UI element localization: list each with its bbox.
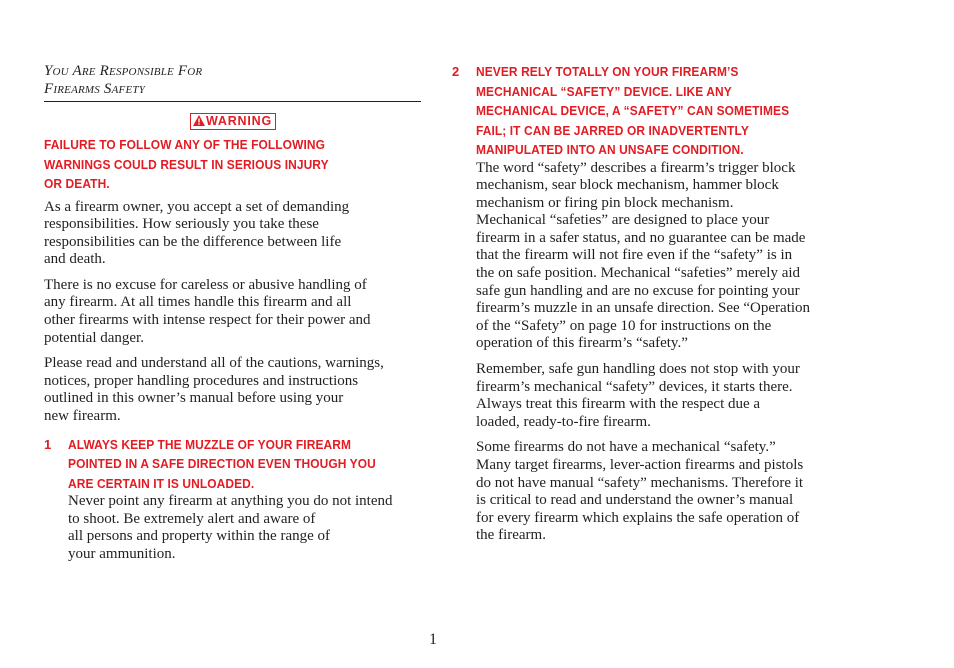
text-line: notices, proper handling procedures and instructions (44, 372, 359, 389)
rule-title-line: MANIPULATED INTO AN UNSAFE CONDITION. (476, 142, 744, 157)
text-line: Please read and understand all of the cautions, warnings, (44, 355, 384, 372)
text-line: firearm’s muzzle in an unsafe direction. See “Operation (476, 300, 811, 317)
text-line: The word “safety” describes a firearm’s trigger block (476, 159, 796, 176)
text-line: firearm’s mechanical “safety” devices, it starts there. (476, 378, 793, 395)
heading-line-2: Firearms Safety (44, 81, 146, 97)
right-column (452, 62, 832, 545)
text-line: operation of this firearm’s “safety.” (476, 335, 688, 352)
rule-number: 1 (44, 436, 52, 452)
text-line: Many target firearms, lever-action firearms and pistols (476, 457, 804, 473)
text-line: Mechanical “safeties” are designed to place your (476, 212, 770, 229)
text-line: potential danger. (44, 329, 144, 346)
page-number: 1 (429, 631, 437, 648)
text-line: There is no excuse for careless or abusive handling of (44, 276, 367, 293)
text-line: all persons and property within the range of (68, 528, 331, 545)
text-line: mechanism or firing pin block mechanism. (476, 194, 734, 211)
text-line: the on safe position. Mechanical “safeties” merely aid (476, 265, 801, 282)
rule-item-1 (44, 435, 422, 564)
warning-line: OR DEATH. (44, 176, 110, 191)
rule-body (68, 493, 422, 563)
warning-statement (44, 135, 412, 194)
left-column (44, 62, 422, 564)
rule-item-2 (452, 62, 832, 545)
text-line: do not have manual “safety” mechanisms. Therefore it (476, 474, 804, 491)
rule-title-line: FAIL; IT CAN BE JARRED OR INADVERTENTLY (476, 122, 749, 138)
text-line: is critical to read and understand the owner’s manual (476, 492, 794, 509)
text-line: new firearm. (44, 408, 121, 425)
text-line: Some firearms do not have a mechanical “safety.” (476, 439, 776, 456)
text-line: outlined in this owner’s manual before using your (44, 390, 344, 407)
safety-paragraph-2 (476, 361, 832, 431)
text-line: Never point any firearm at anything you do not intend (68, 493, 393, 510)
text-line: any firearm. At all times handle this firearm and all (44, 294, 352, 311)
rule-title-line: NEVER RELY TOTALLY ON YOUR FIREARM’S (476, 64, 739, 79)
rule-body (476, 160, 832, 354)
text-line: firearm in a safer status, and no guarantee can be made (476, 229, 806, 246)
text-line: loaded, ready-to-fire firearm. (476, 413, 651, 430)
text-line: and death. (44, 251, 106, 268)
intro-paragraph-2 (44, 277, 422, 347)
warning-label-row (44, 112, 422, 130)
warning-label: WARNING (205, 114, 272, 128)
section-heading (44, 62, 421, 102)
rule-title-line: MECHANICAL “SAFETY” DEVICE. LIKE ANY (476, 83, 732, 99)
text-line: mechanism, sear block mechanism, hammer block (476, 177, 779, 194)
heading-line-1: You Are Responsible For (44, 63, 203, 79)
text-line: responsibilities can be the difference between life (44, 233, 342, 250)
intro-paragraph-1 (44, 199, 422, 269)
rule-title (476, 62, 844, 160)
rule-number: 2 (452, 64, 460, 79)
text-line: of the “Safety” on page 10 for instructions on the (476, 317, 772, 334)
text-line: safe gun handling and are no excuse for pointing your (476, 282, 800, 299)
warning-triangle-icon (193, 115, 205, 129)
text-line: for every firearm which explains the safe operation of (476, 509, 800, 526)
warning-badge (190, 113, 276, 130)
rule-title-line: ARE CERTAIN IT IS UNLOADED. (68, 475, 255, 491)
text-line: As a firearm owner, you accept a set of demanding (44, 198, 350, 215)
text-line: to shoot. Be extremely alert and aware of (68, 510, 316, 527)
text-line: that the firearm will not fire even if the “safety” is in (476, 247, 793, 264)
rule-title-line: MECHANICAL DEVICE, A “SAFETY” CAN SOMETIMES (476, 103, 790, 118)
text-line: your ammunition. (68, 545, 176, 562)
warning-line: WARNINGS COULD RESULT IN SERIOUS INJURY (44, 156, 329, 172)
intro-paragraph-3 (44, 355, 422, 425)
text-line: responsibilities. How seriously you take these (44, 216, 319, 233)
rule-title-line: ALWAYS KEEP THE MUZZLE OF YOUR FIREARM (68, 436, 352, 452)
text-line: the firearm. (476, 527, 546, 544)
safety-paragraph-3 (476, 439, 832, 545)
rule-title-line: POINTED IN A SAFE DIRECTION EVEN THOUGH YOU (68, 456, 376, 472)
text-line: Remember, safe gun handling does not stop with your (476, 361, 800, 378)
warning-line: FAILURE TO FOLLOW ANY OF THE FOLLOWING (44, 137, 326, 152)
rule-title (68, 435, 436, 494)
text-line: Always treat this firearm with the respect due a (476, 396, 761, 413)
text-line: other firearms with intense respect for their power and (44, 312, 371, 329)
